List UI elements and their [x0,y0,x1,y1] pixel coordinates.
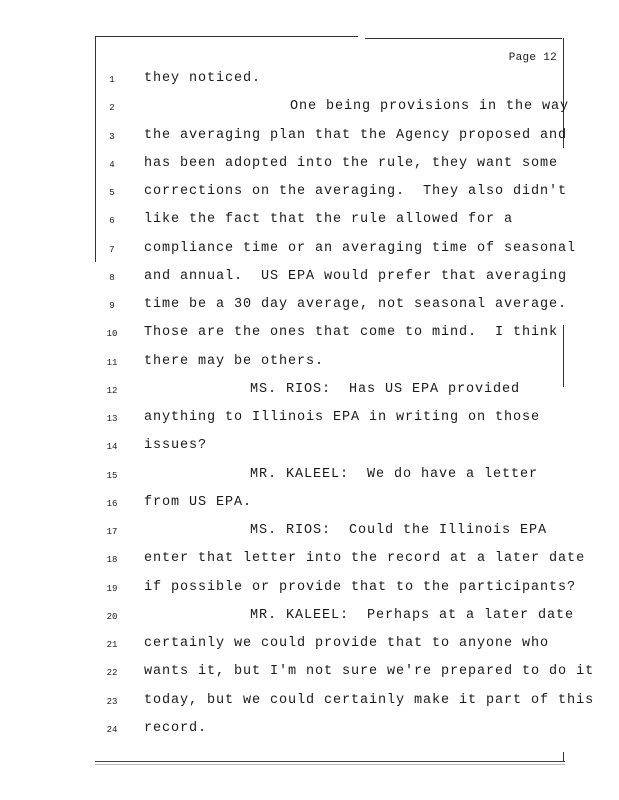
transcript-line [0,410,619,430]
line-number: 22 [106,668,118,679]
line-text: MR. KALEEL: We do have a letter [250,466,539,482]
transcript-line [0,495,619,515]
transcript-line [0,184,619,204]
line-text: MS. RIOS: Could the Illinois EPA [250,523,548,538]
transcript-line [0,721,619,741]
line-number: 8 [109,272,115,283]
transcript-line [0,241,619,261]
line-number: 10 [106,329,118,340]
line-number: 11 [106,357,118,368]
bottom-border-shadow [95,764,565,765]
line-number: 19 [106,583,118,594]
line-number: 7 [109,244,115,255]
top-border [95,36,358,37]
bottom-border [95,761,565,762]
line-number: 20 [106,611,118,622]
page-number: Page 12 [508,52,557,64]
transcript-line [0,212,619,232]
transcript-line [0,580,619,600]
transcript-line [0,664,619,684]
line-text: corrections on the averaging. They also didn't [144,184,568,199]
line-text: if possible or provide that to the participants? [144,579,577,595]
transcript-line [0,467,619,487]
line-text: record. [144,720,208,736]
transcript-line [0,551,619,571]
line-text: One being provisions in the way [290,99,570,115]
line-text: the averaging plan that the Agency proposed and [144,127,568,143]
top-border-right [365,38,562,39]
line-number: 18 [106,555,118,566]
line-text: today, but we could certainly make it part of this [144,692,595,708]
transcript-line [0,99,619,119]
line-number: 15 [106,470,118,481]
line-number: 1 [109,75,115,85]
line-text: MR. KALEEL: Perhaps at a later date [250,607,575,623]
line-text: issues? [144,438,208,454]
line-number: 9 [109,301,115,311]
transcript-line [0,382,619,402]
line-number: 23 [106,696,118,707]
line-text: compliance time or an averaging time of seasonal [144,240,577,256]
line-text: time be a 30 day average, not seasonal average. [144,297,568,312]
line-text: from US EPA. [144,494,253,510]
transcript-line [0,156,619,176]
line-number: 24 [106,724,118,735]
line-text: like the fact that the rule allowed for a [144,212,514,228]
transcript-line [0,297,619,317]
transcript-line [0,325,619,345]
transcript-line [0,523,619,543]
line-text: anything to Illinois EPA in writing on those [144,410,541,425]
line-text: enter that letter into the record at a later date [144,551,586,567]
transcript-line [0,438,619,458]
line-text: there may be others. [144,353,325,369]
line-text: certainly we could provide that to anyone who [144,636,550,651]
line-number: 12 [106,385,118,396]
line-text: MS. RIOS: Has US EPA provided [250,381,521,397]
transcript-line [0,636,619,656]
line-number: 13 [106,414,118,424]
line-number: 14 [106,442,118,453]
line-text: and annual. US EPA would prefer that averaging [144,268,568,284]
line-text: they noticed. [144,71,262,86]
line-number: 5 [109,188,115,198]
transcript-line [0,608,619,628]
line-number: 17 [106,527,118,537]
line-number: 21 [106,640,118,650]
line-number: 16 [106,498,118,509]
line-text: wants it, but I'm not sure we're prepared to do it [144,664,595,680]
line-text: Those are the ones that come to mind. I think [144,325,559,341]
line-text: has been adopted into the rule, they want some [144,155,559,171]
transcript-line [0,354,619,374]
transcript-line [0,128,619,148]
transcript-line [0,71,619,91]
transcript-line [0,693,619,713]
line-number: 2 [109,103,115,114]
line-number: 6 [109,216,115,227]
line-number: 4 [109,159,115,170]
line-number: 3 [109,131,115,142]
transcript-line [0,269,619,289]
